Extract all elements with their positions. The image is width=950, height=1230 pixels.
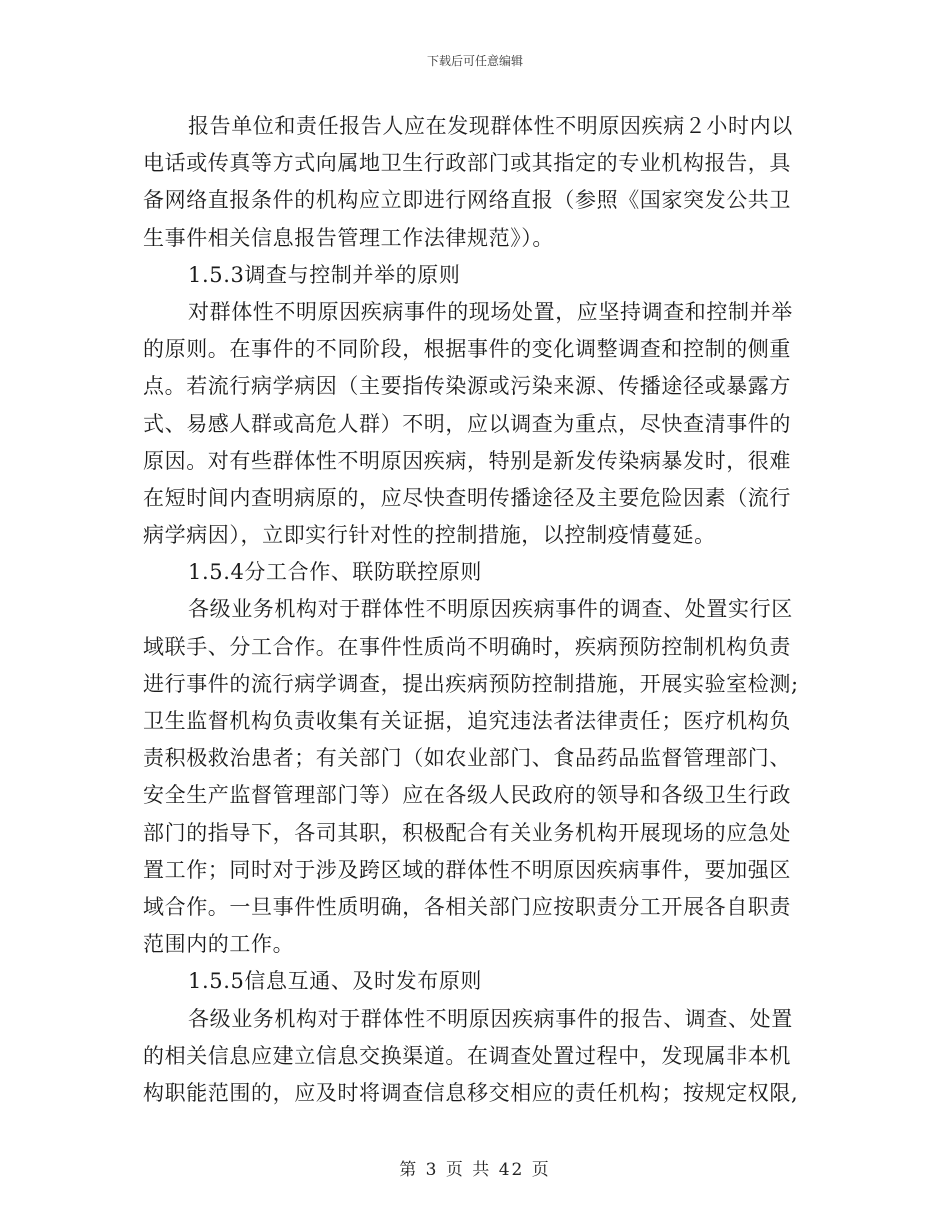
page-number: 第 3 页 共 42 页 (399, 1160, 551, 1180)
page-header: 下载后可任意编辑 (426, 54, 523, 68)
paragraph-line: 电话或传真等方式向属地卫生行政部门或其指定的专业机构报告，具 (143, 151, 791, 176)
paragraph-line: 域合作。一旦事件性质明确，各相关部门应按职责分工开展各自职责 (143, 894, 791, 919)
paragraph-line: 式、易感人群或高危人群）不明，应以调查为重点，尽快查清事件的 (143, 411, 791, 436)
section-heading: 1.5.5信息互通、及时发布原则 (188, 969, 483, 994)
paragraph-line: 置工作；同时对于涉及跨区域的群体性不明原因疾病事件，要加强区 (143, 857, 791, 882)
paragraph-line: 部门的指导下，各司其职，积极配合有关业务机构开展现场的应急处 (143, 820, 791, 845)
paragraph-line: 域联手、分工合作。在事件性质尚不明确时，疾病预防控制机构负责 (143, 634, 791, 659)
paragraph-line: 构职能范围的，应及时将调查信息移交相应的责任机构；按规定权限, (143, 1080, 799, 1105)
section-heading: 1.5.3调查与控制并举的原则 (188, 262, 461, 287)
paragraph-line: 报告单位和责任报告人应在发现群体性不明原因疾病２小时内以 (188, 114, 793, 138)
paragraph-line: 原因。对有些群体性不明原因疾病，特别是新发传染病暴发时，很难 (143, 448, 791, 473)
paragraph-line: 点。若流行病学病因（主要指传染源或污染来源、传播途径或暴露方 (143, 374, 791, 399)
paragraph-line: 生事件相关信息报告管理工作法律规范》）。 (143, 225, 554, 250)
paragraph-line: 的相关信息应建立信息交换渠道。在调查处置过程中，发现属非本机 (143, 1043, 791, 1068)
paragraph-line: 的原则。在事件的不同阶段，根据事件的变化调整调查和控制的侧重 (143, 337, 791, 362)
paragraph-line: 对群体性不明原因疾病事件的现场处置，应坚持调查和控制并举 (188, 299, 793, 324)
paragraph-line: 在短时间内查明病原的，应尽快查明传播途径及主要危险因素（流行 (143, 485, 791, 510)
paragraph-line: 责积极救治患者；有关部门（如农业部门、食品药品监督管理部门、 (143, 746, 791, 771)
paragraph-line: 安全生产监督管理部门等）应在各级人民政府的领导和各级卫生行政 (143, 783, 791, 808)
paragraph-line: 进行事件的流行病学调查，提出疾病预防控制措施，开展实验室检测; (143, 671, 799, 696)
document-body (143, 108, 813, 1112)
paragraph-line: 范围内的工作。 (143, 932, 295, 957)
paragraph-line: 备网络直报条件的机构应立即进行网络直报（参照《国家突发公共卫 (143, 188, 791, 213)
paragraph-line: 各级业务机构对于群体性不明原因疾病事件的调查、处置实行区 (188, 597, 793, 622)
paragraph-line: 病学病因），立即实行针对性的控制措施，以控制疫情蔓延。 (143, 523, 716, 548)
paragraph-line: 各级业务机构对于群体性不明原因疾病事件的报告、调查、处置 (188, 1006, 793, 1031)
paragraph-line: 卫生监督机构负责收集有关证据，追究违法者法律责任；医疗机构负 (143, 709, 791, 733)
section-heading: 1.5.4分工合作、联防联控原则 (188, 560, 483, 585)
